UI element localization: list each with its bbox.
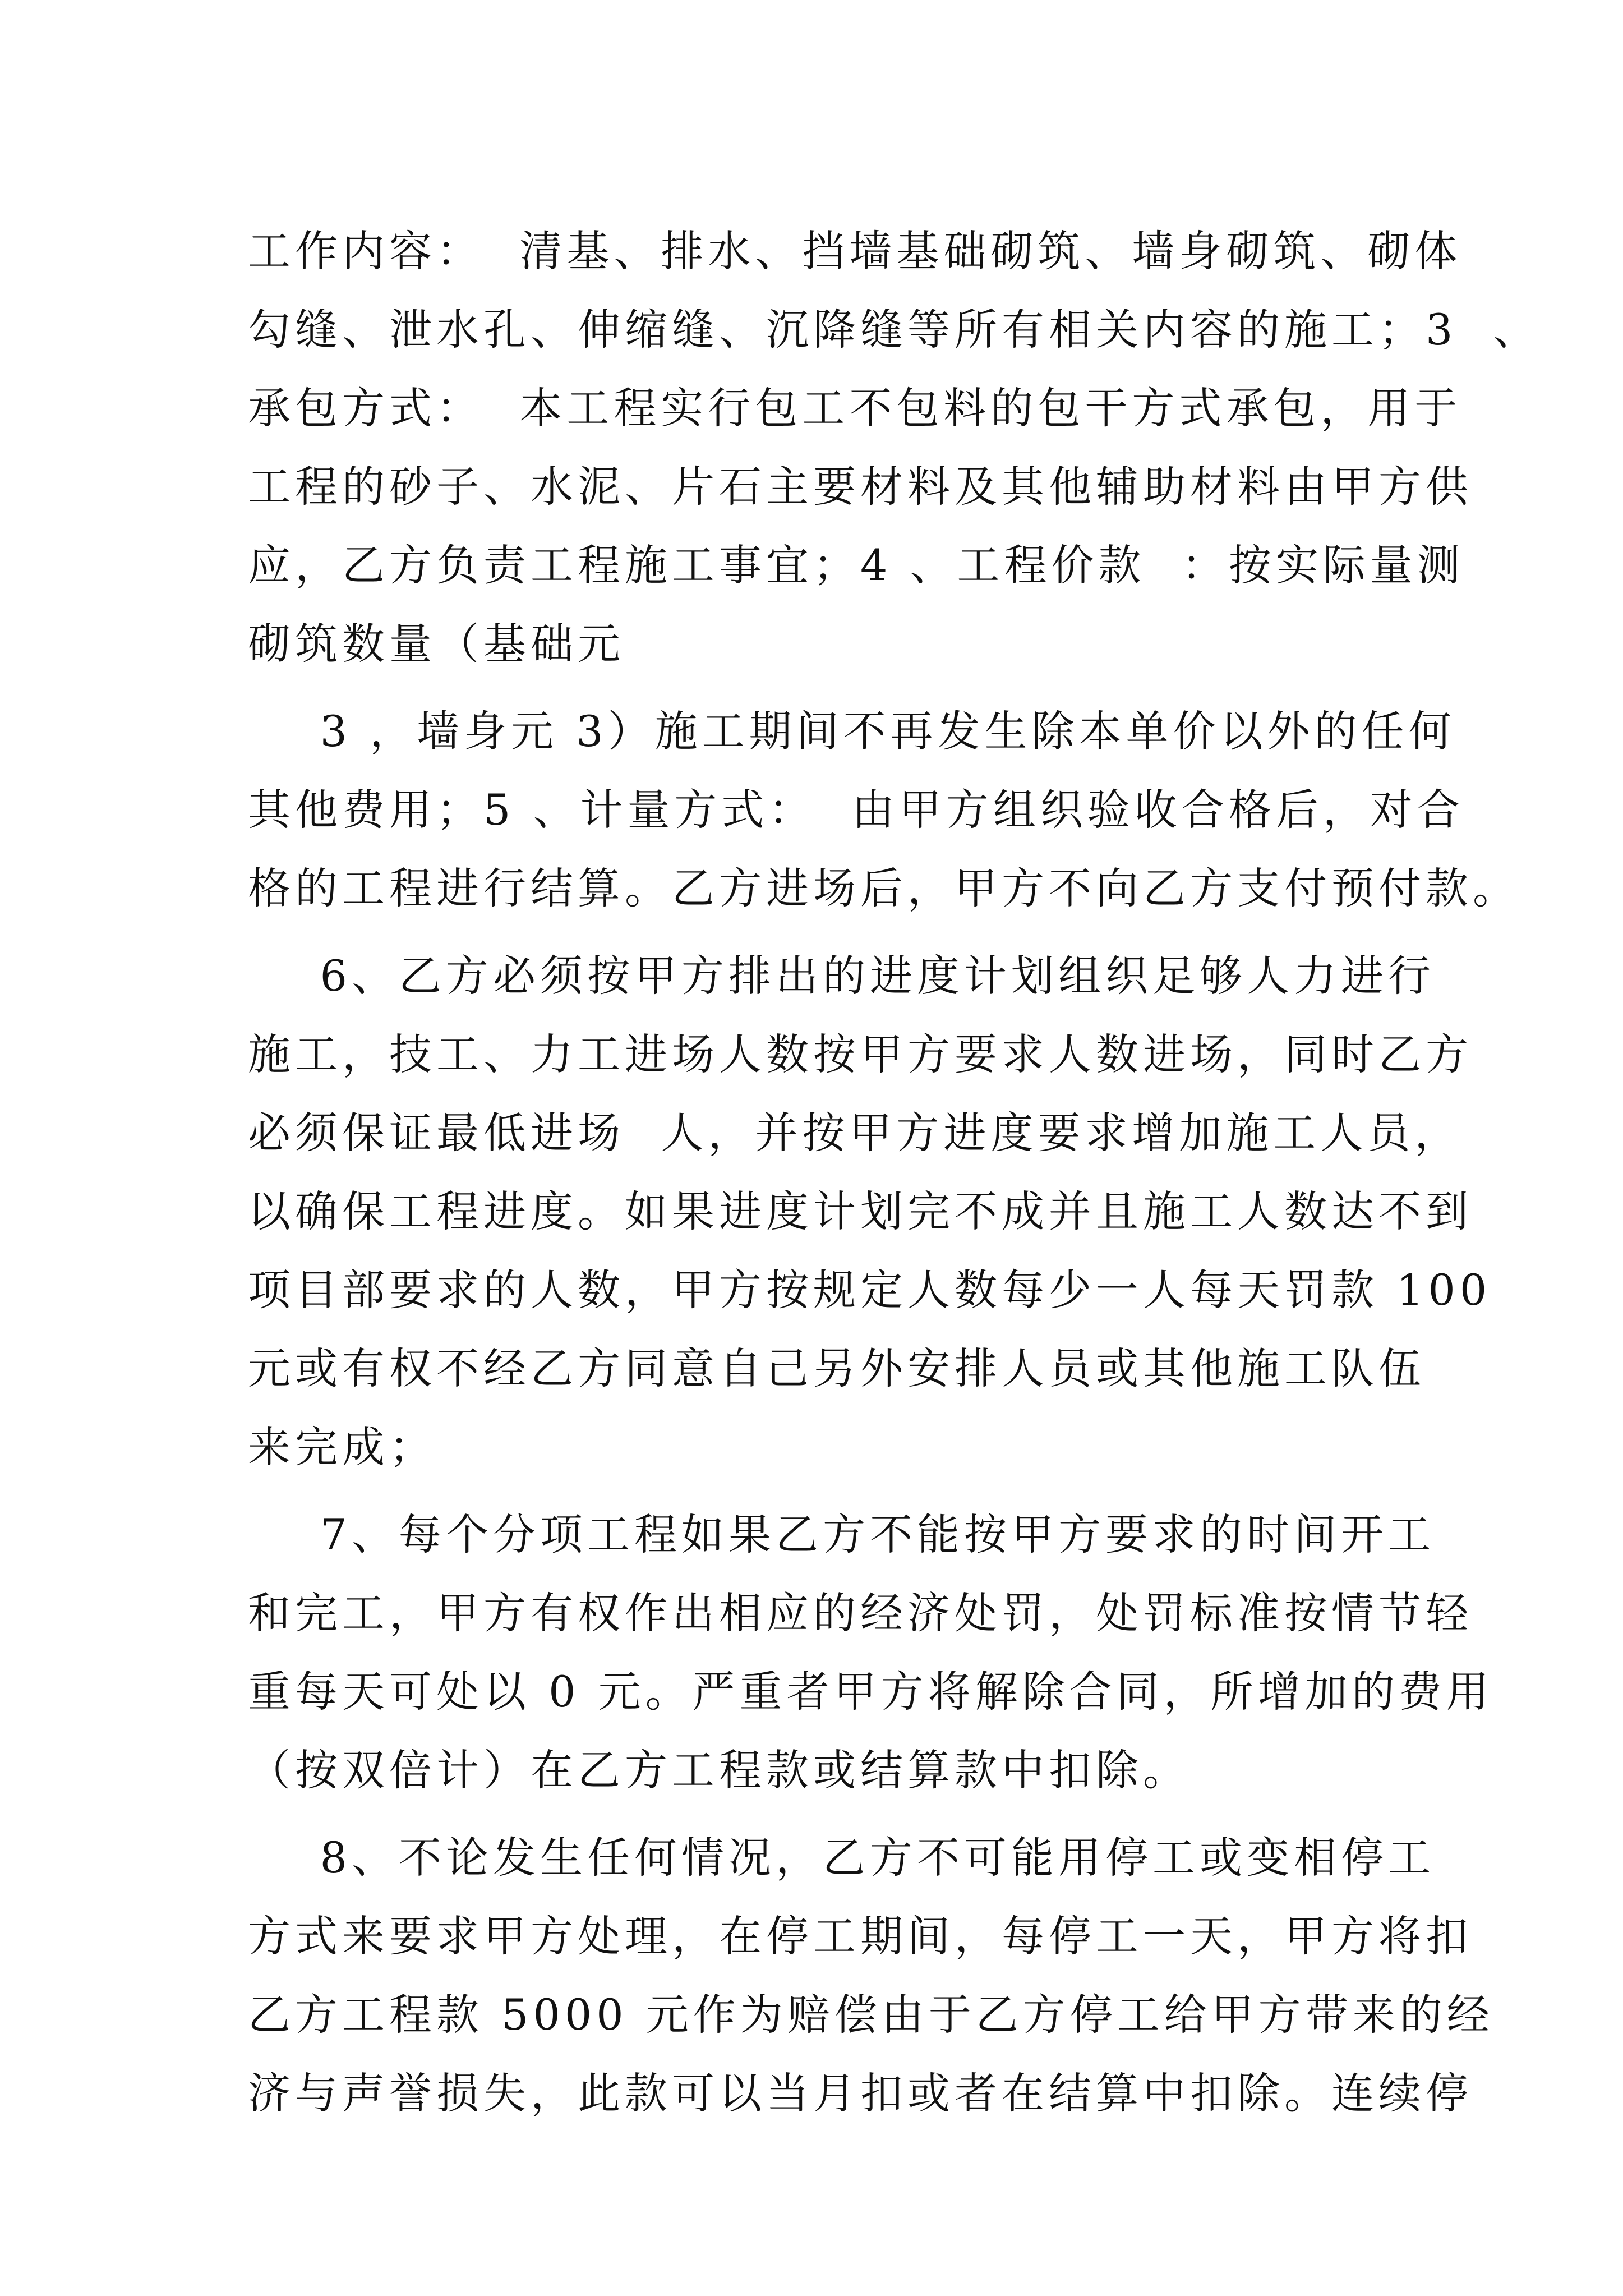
text-line: 6、乙方必须按甲方排出的进度计划组织足够人力进行: [248, 951, 1435, 1001]
text-line: 8、不论发生任何情况，乙方不可能用停工或变相停工: [248, 1833, 1435, 1883]
text-line: 砌筑数量（基础元: [248, 619, 625, 669]
text-line: （按双倍计）在乙方工程款或结算款中扣除。: [248, 1745, 1190, 1795]
text-line: 应，乙方负责工程施工事宜；4 、工程价款 ：按实际量测: [248, 540, 1464, 590]
text-line: 勾缝、泄水孔、伸缩缝、沉降缝等所有相关内容的施工；3 、: [248, 305, 1541, 355]
text-line: 必须保证最低进场 人，并按甲方进度要求增加施工人员，: [248, 1108, 1462, 1158]
text-line: 承包方式： 本工程实行包工不包料的包干方式承包，用于: [248, 383, 1462, 433]
text-line: 重每天可处以 0 元。严重者甲方将解除合同，所增加的费用: [248, 1667, 1493, 1717]
text-line: 工程的砂子、水泥、片石主要材料及其他辅助材料由甲方供: [248, 462, 1473, 512]
text-line: 施工，技工、力工进场人数按甲方要求人数进场，同时乙方: [248, 1029, 1473, 1079]
text-line: 元或有权不经乙方同意自己另外安排人员或其他施工队伍: [248, 1343, 1426, 1393]
text-line: 格的工程进行结算。乙方进场后，甲方不向乙方支付预付款。: [248, 863, 1520, 913]
text-line: 方式来要求甲方处理，在停工期间，每停工一天，甲方将扣: [248, 1911, 1473, 1961]
text-line: 来完成；: [248, 1422, 436, 1472]
text-line: 其他费用；5 、计量方式： 由甲方组织验收合格后，对合: [248, 785, 1464, 835]
text-line: 济与声誉损失，此款可以当月扣或者在结算中扣除。连续停: [248, 2068, 1473, 2118]
text-line: 3 ，墙身元 3）施工期间不再发生除本单价以外的任何: [248, 706, 1456, 756]
text-line: 乙方工程款 5000 元作为赔偿由于乙方停工给甲方带来的经: [248, 1990, 1494, 2040]
text-line: 项目部要求的人数，甲方按规定人数每少一人每天罚款 100: [248, 1265, 1492, 1315]
text-line: 工作内容： 清基、排水、挡墙基础砌筑、墙身砌筑、砌体: [248, 226, 1462, 276]
text-line: 7、每个分项工程如果乙方不能按甲方要求的时间开工: [248, 1510, 1435, 1559]
text-line: 以确保工程进度。如果进度计划完不成并且施工人数达不到: [248, 1186, 1473, 1236]
text-line: 和完工，甲方有权作出相应的经济处罚，处罚标准按情节轻: [248, 1588, 1473, 1638]
